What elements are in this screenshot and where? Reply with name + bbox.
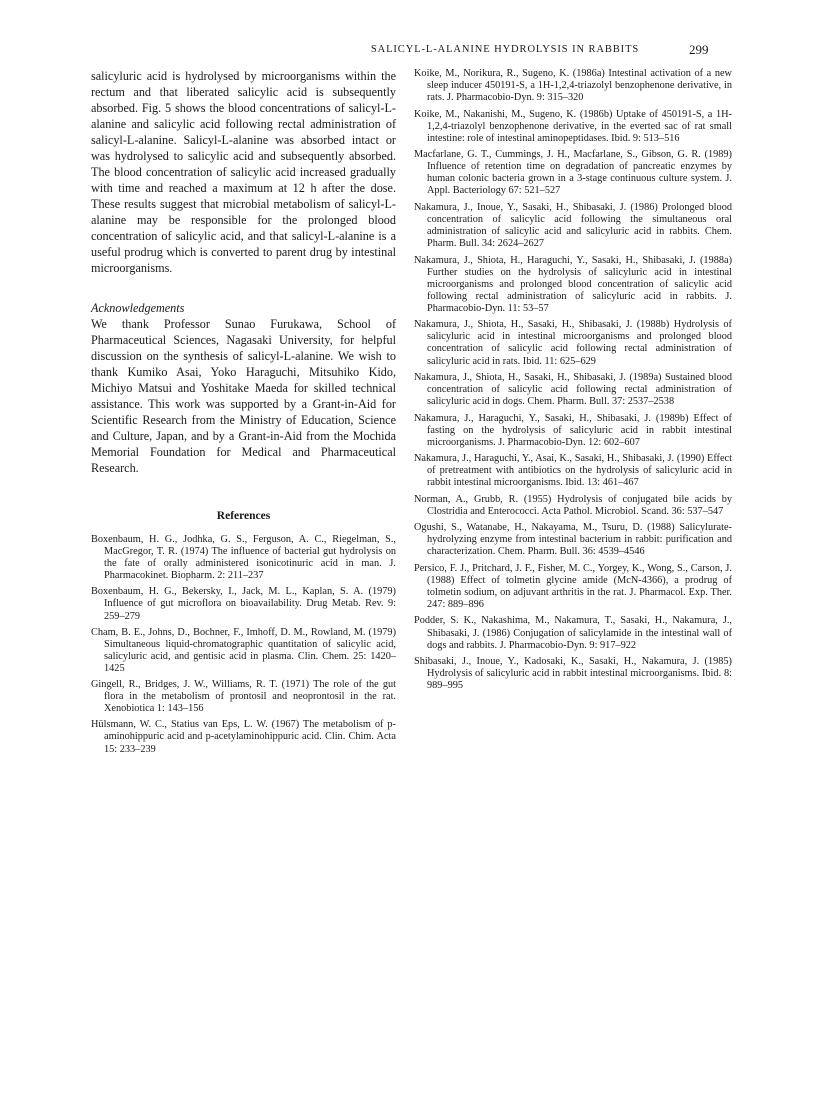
page-number: 299 <box>689 42 709 57</box>
reference-item: Cham, B. E., Johns, D., Bochner, F., Imhoff, D. M., Rowland, M. (1979) Simultaneous liquid-chromatographic quantitation of salicylic acid, salicyluric acid, and gentisic acid in plasma. Clin. Chem. 25: 1420–1425 <box>91 626 396 674</box>
reference-item: Koike, M., Nakanishi, M., Sugeno, K. (1986b) Uptake of 450191-S, a 1H-1,2,4-triazolyl benzophenone derivative, in the everted sac of rat small intestine: role of intestinal aminopeptidases. Ibid. 9: 513–516 <box>414 108 732 144</box>
reference-item: Norman, A., Grubb, R. (1955) Hydrolysis of conjugated bile acids by Clostridia and Enterococci. Acta Pathol. Microbiol. Scand. 36: 537–547 <box>414 493 732 517</box>
references-heading: References <box>216 510 271 522</box>
reference-list-right <box>414 68 732 692</box>
reference-item: Nakamura, J., Haraguchi, Y., Asai, K., Sasaki, H., Shibasaki, J. (1990) Effect of pretreatment with antibiotics on the hydrolysis of salicyluric acid in rabbit intestinal microorganisms. Ibid. 13: 461–467 <box>414 453 732 489</box>
reference-item: Nakamura, J., Inoue, Y., Sasaki, H., Shibasaki, J. (1986) Prolonged blood concentration of salicylic acid following the simultaneous oral administration of salicylic acid and salicyluric acid in rabbits. Chem. Pharm. Bull. 34: 2624–2627 <box>414 201 732 250</box>
running-title: SALICYL-L-ALANINE HYDROLYSIS IN RABBITS <box>370 44 640 55</box>
reference-item: Podder, S. K., Nakashima, M., Nakamura, T., Sasaki, H., Nakamura, J., Shibasaki, J. (1986) Conjugation of salicylamide in the intestinal wall of dogs and rabbits. J. Pharmacobio-Dyn. 9: 917–922 <box>414 615 732 651</box>
acknowledgements-text: We thank Professor Sunao Furukawa, School of Pharmaceutical Sciences, Nagasaki University, for helpful discussion on the synthesis of salicyl-L-alanine. We wish to thank Kumiko Asai, Yoko Haraguchi, Mitsuhiko Kido, Michiyo Matsui and Yoshitake Maeda for skilled technical assistance. This work was supported by a Grant-in-Aid for Scientific Research from the Ministry of Education, Science and Culture, Japan, and by a Grant-in-Aid from the Mochida Memorial Foundation for Medical and Pharmaceutical Research. <box>91 317 396 475</box>
reference-item: Nakamura, J., Shiota, H., Haraguchi, Y., Sasaki, H., Shibasaki, J. (1988a) Further studies on the hydrolysis of salicyluric acid in intestinal microorganisms and prolonged blood concentration of salicylic acid following rectal administration of salicyluric acid in rabbits. J. Pharmacobio-Dyn. 11: 53–57 <box>414 254 732 314</box>
reference-item: Ogushi, S., Watanabe, H., Nakayama, M., Tsuru, D. (1988) Salicylurate-hydrolyzing enzyme from intestinal bacterium in rabbit: purification and characterization. Chem. Pharm. Bull. 36: 4539–4546 <box>414 522 732 558</box>
reference-item: Nakamura, J., Shiota, H., Sasaki, H., Shibasaki, J. (1989a) Sustained blood concentration of salicylic acid following rectal administration of salicyluric acid in dogs. Chem. Pharm. Bull. 37: 2537–2538 <box>414 371 732 408</box>
right-column <box>414 68 732 697</box>
reference-item: Persico, F. J., Pritchard, J. F., Fisher, M. C., Yorgey, K., Wong, S., Carson, J. (1988) Effect of tolmetin glycine amide (McN-4366), a prodrug of tolmetin sodium, on adjuvant arthritis in the rat. J. Pharmacol. Exp. Ther. 247: 889–896 <box>414 562 732 611</box>
reference-item: Nakamura, J., Shiota, H., Sasaki, H., Shibasaki, J. (1988b) Hydrolysis of salicyluric acid in intestinal microorganisms and prolonged blood concentration of salicylic acid following rectal administration of salicyluric acid in rats. Ibid. 11: 625–629 <box>414 319 732 367</box>
reference-item: Macfarlane, G. T., Cummings, J. H., Macfarlane, S., Gibson, G. R. (1989) Influence of retention time on degradation of pancreatic enzymes by human colonic bacteria grown in a 3-stage continuous culture system. J. Appl. Bacteriology 67: 521–527 <box>414 149 732 197</box>
reference-item: Gingell, R., Bridges, J. W., Williams, R. T. (1971) The role of the gut flora in the metabolism of prontosil and neoprontosil in the rat. Xenobiotica 1: 143–156 <box>91 679 396 715</box>
reference-item: Boxenbaum, H. G., Jodhka, G. S., Ferguson, A. C., Riegelman, S., MacGregor, T. R. (1974) The influence of bacterial gut hydrolysis on the fate of orally administered isonicotinuric acid in man. J. Pharmacokinet. Biopharm. 2: 211–237 <box>91 534 396 582</box>
acknowledgements-heading: Acknowledgements <box>91 301 185 315</box>
results-paragraph: salicyluric acid is hydrolysed by microorganisms within the rectum and that liberated salicylic acid is subsequently absorbed. Fig. 5 shows the blood concentrations of salicyl-L-alanine and salicylic acid following rectal administration of salicyl-L-alanine. Salicyl-L-alanine was absorbed intact or was hydrolysed to salicylic acid and subsequently absorbed. The blood concentration of salicylic acid increased gradually with time and reached a maximum at 12 h after the dose. These results suggest that microbial metabolism of salicyl-L-alanine may be responsible for the prolonged blood concentration of salicylic acid, and that salicyl-L-alanine is a useful prodrug which is converted to parent drug by intestinal microorganisms. <box>91 69 396 275</box>
reference-item: Shibasaki, J., Inoue, Y., Kadosaki, K., Sasaki, H., Nakamura, J. (1985) Hydrolysis of salicyluric acid in rabbit intestinal microorganisms. Ibid. 8: 989–995 <box>414 655 732 692</box>
reference-item: Boxenbaum, H. G., Bekersky, I., Jack, M. L., Kaplan, S. A. (1979) Influence of gut microflora on bioavailability. Drug Metab. Rev. 9: 259–279 <box>91 586 396 622</box>
reference-item: Koike, M., Norikura, R., Sugeno, K. (1986a) Intestinal activation of a new sleep inducer 450191-S, a 1H-1,2,4-triazolyl benzophenone derivative, in rats. J. Pharmacobio-Dyn. 9: 315–320 <box>414 68 732 104</box>
reference-item: Nakamura, J., Haraguchi, Y., Sasaki, H., Shibasaki, J. (1989b) Effect of fasting on the hydrolysis of salicyluric acid in rabbit intestinal microorganisms. J. Pharmacobio-Dyn. 12: 602–607 <box>414 412 732 448</box>
reference-list-left <box>91 534 396 756</box>
reference-item: Hülsmann, W. C., Statius van Eps, L. W. (1967) The metabolism of p-aminohippuric acid and p-acetylaminohippuric acid. Clin. Chim. Acta 15: 233–239 <box>91 719 396 755</box>
left-column <box>91 68 396 760</box>
